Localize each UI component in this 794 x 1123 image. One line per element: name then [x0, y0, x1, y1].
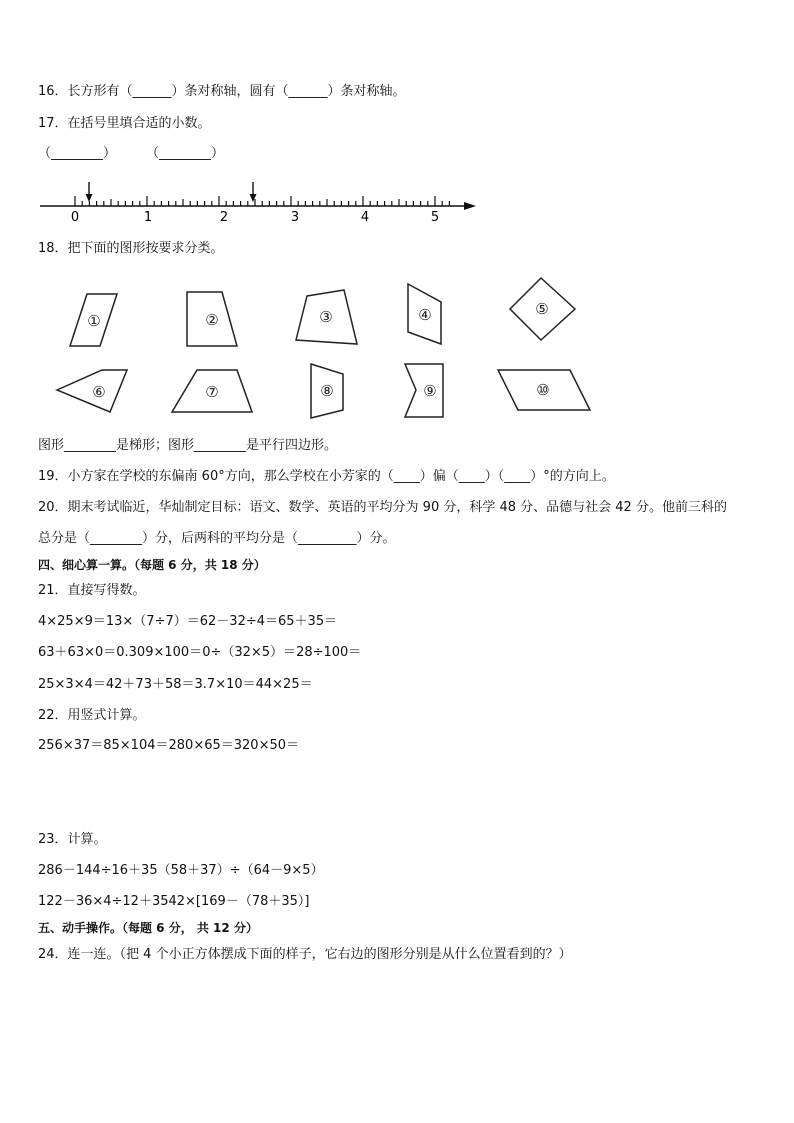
question-22-title: 22．用竖式计算。: [38, 708, 146, 723]
tick-label-2: 2: [219, 210, 229, 225]
q21-item: 44×25＝: [255, 677, 313, 692]
shape-label-3: ③: [319, 308, 333, 326]
shape-label-10: ⑩: [536, 381, 550, 399]
tick-label-3: 3: [290, 210, 300, 225]
q21-item: 65＋35＝: [278, 614, 338, 629]
question-23-title: 23．计算。: [38, 832, 107, 847]
tick-label-1: 1: [143, 210, 153, 225]
q23-item: （58＋37）÷（64－9×5）: [157, 863, 324, 878]
q21-row-1: [38, 613, 337, 631]
shape-label-9: ⑨: [423, 382, 437, 400]
question-20-line-1: 20．期末考试临近，华灿制定目标：语文、数学、英语的平均分为 90 分，科学 48 分、品德与社会 42 分。他前三科的: [38, 500, 727, 515]
q22-row: [38, 737, 299, 755]
q23-item: 122－36×4÷12＋35: [38, 894, 169, 909]
question-19: 19．小方家在学校的东偏南 60°方向，那么学校在小芳家的（____）偏（____）（____）°的方向上。: [38, 469, 615, 484]
q21-item: 28÷100＝: [296, 645, 362, 660]
answer-blank-1[interactable]: （________）: [38, 146, 117, 161]
shape-label-2: ②: [205, 311, 219, 329]
question-24: 24．连一连。（把 4 个小正方体摆成下面的样子，它右边的图形分别是从什么位置看到的？）: [38, 947, 572, 962]
shape-label-7: ⑦: [205, 383, 219, 401]
question-18-title: 18．把下面的图形按要求分类。: [38, 241, 224, 256]
q21-item: 42＋73＋58＝: [105, 677, 195, 692]
section-5-heading: 五、动手操作。（每题 6 分， 共 12 分）: [38, 921, 258, 935]
question-17-title: 17．在括号里填合适的小数。: [38, 116, 211, 131]
section-4-heading: 四、细心算一算。（每题 6 分，共 18 分）: [38, 558, 266, 572]
question-20-line-2: 总分是（________）分，后两科的平均分是（_________）分。: [38, 531, 396, 546]
question-16: 16．长方形有（______）条对称轴，圆有（______）条对称轴。: [38, 84, 406, 99]
tick-label-5: 5: [430, 210, 440, 225]
q23-row-2: [38, 893, 309, 911]
question-18-answer: 图形________是梯形；图形________是平行四边形。: [38, 438, 338, 453]
q21-item: 0÷（32×5）＝: [202, 645, 297, 660]
q21-item: 62－32÷4＝: [199, 614, 278, 629]
arrow-marker-1: [86, 182, 93, 202]
q22-item: 256×37＝: [38, 738, 104, 753]
q21-item: 0.309×100＝: [116, 645, 203, 660]
q21-row-3: [38, 676, 313, 694]
q21-item: 4×25×9＝: [38, 614, 106, 629]
shape-label-4: ④: [418, 306, 432, 324]
shape-label-5: ⑤: [535, 300, 549, 318]
q21-row-2: [38, 644, 361, 662]
q21-item: 13×（7÷7）＝: [105, 614, 200, 629]
shapes-figure: [40, 272, 610, 422]
q22-item: 85×104＝: [103, 738, 169, 753]
number-line: [36, 176, 481, 226]
q21-item: 3.7×10＝: [194, 677, 256, 692]
q23-item: 286－144÷16＋35: [38, 863, 158, 878]
shape-label-6: ⑥: [92, 383, 106, 401]
q23-row-1: [38, 862, 324, 880]
q23-item: 42×[169－（78＋35）]: [168, 894, 310, 909]
question-21-title: 21．直接写得数。: [38, 583, 146, 598]
answer-blank-2[interactable]: （________）: [146, 146, 225, 161]
shape-label-8: ⑧: [320, 382, 334, 400]
q22-item: 320×50＝: [233, 738, 299, 753]
q21-item: 25×3×4＝: [38, 677, 106, 692]
tick-label-4: 4: [360, 210, 370, 225]
q21-item: 63＋63×0＝: [38, 645, 117, 660]
tick-label-0: 0: [70, 210, 80, 225]
q22-item: 280×65＝: [168, 738, 234, 753]
shape-label-1: ①: [87, 312, 101, 330]
